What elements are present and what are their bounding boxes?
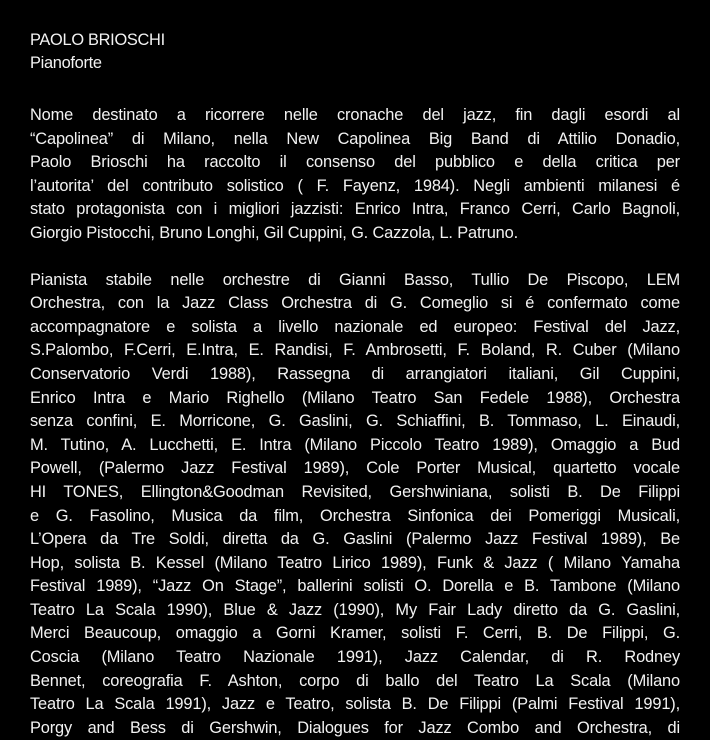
text-line: Conservatorio Verdi 1988), Rassegna di arrangiatori italiani, Gil Cuppini,	[30, 364, 680, 383]
text-line: L’Opera da Tre Soldi, diretta da G. Gaslini (Palermo Jazz Festival 1989), Be	[30, 530, 680, 549]
text-line: Powell, (Palermo Jazz Festival 1989), Cole Porter Musical, quartetto vocale	[30, 459, 680, 478]
artist-instrument: Pianoforte	[30, 53, 102, 72]
text-line: Coscia (Milano Teatro Nazionale 1991), Jazz Calendar, di R. Rodney	[30, 648, 680, 667]
text-line: Pianista stabile nelle orchestre di Gianni Basso, Tullio De Piscopo, LEM	[30, 270, 680, 289]
text-line: Giorgio Pistocchi, Bruno Longhi, Gil Cuppini, G. Cazzola, L. Patruno.	[30, 223, 518, 242]
text-line: Orchestra, con la Jazz Class Orchestra di G. Comeglio si é confermato come	[30, 294, 680, 313]
biography-page	[30, 29, 680, 740]
text-line: Merci Beaucoup, omaggio a Gorni Kramer, solisti F. Cerri, B. De Filippi, G.	[30, 624, 680, 643]
text-line: Teatro La Scala 1991), Jazz e Teatro, solista B. De Filippi (Palmi Festival 1991),	[30, 695, 680, 714]
text-line: accompagnatore e solista a livello nazionale ed europeo: Festival del Jazz,	[30, 317, 680, 336]
text-line: “Capolinea” di Milano, nella New Capolinea Big Band di Attilio Donadio,	[30, 129, 680, 148]
text-line: Enrico Intra e Mario Righello (Milano Teatro San Fedele 1988), Orchestra	[30, 388, 680, 407]
text-line: S.Palombo, F.Cerri, E.Intra, E. Randisi, F. Ambrosetti, F. Boland, R. Cuber (Milano	[30, 341, 680, 360]
text-line: Festival 1989), “Jazz On Stage”, ballerini solisti O. Dorella e B. Tambone (Milano	[30, 577, 680, 596]
text-line: Bennet, coreografia F. Ashton, corpo di ballo del Teatro La Scala (Milano	[30, 671, 680, 690]
text-line: e G. Fasolino, Musica da film, Orchestra Sinfonica dei Pomeriggi Musicali,	[30, 506, 680, 525]
paragraph-intro	[30, 104, 680, 246]
text-line: M. Tutino, A. Lucchetti, E. Intra (Milano Piccolo Teatro 1989), Omaggio a Bud	[30, 435, 680, 454]
text-line: senza confini, E. Morricone, G. Gaslini, G. Schiaffini, B. Tommaso, L. Einaudi,	[30, 412, 680, 431]
text-line: Hop, solista B. Kessel (Milano Teatro Lirico 1989), Funk & Jazz ( Milano Yamaha	[30, 553, 680, 572]
text-line: Paolo Brioschi ha raccolto il consenso del pubblico e della critica per	[30, 153, 680, 172]
text-line: Teatro La Scala 1990), Blue & Jazz (1990), My Fair Lady diretto da G. Gaslini,	[30, 600, 680, 619]
artist-name: PAOLO BRIOSCHI	[30, 31, 165, 49]
text-line: l’autorita’ del contributo solistico ( F. Fayenz, 1984). Negli ambienti milanesi é	[30, 176, 680, 195]
text-line: HI TONES, Ellington&Goodman Revisited, Gershwiniana, solisti B. De Filippi	[30, 482, 680, 501]
paragraph-career	[30, 269, 680, 740]
text-line: stato protagonista con i migliori jazzisti: Enrico Intra, Franco Cerri, Carlo Bagnoli,	[30, 200, 680, 219]
text-line: Nome destinato a ricorrere nelle cronache del jazz, fin dagli esordi al	[30, 106, 680, 124]
text-line: Porgy and Bess di Gershwin, Dialogues for Jazz Combo and Orchestra, di	[30, 718, 680, 737]
